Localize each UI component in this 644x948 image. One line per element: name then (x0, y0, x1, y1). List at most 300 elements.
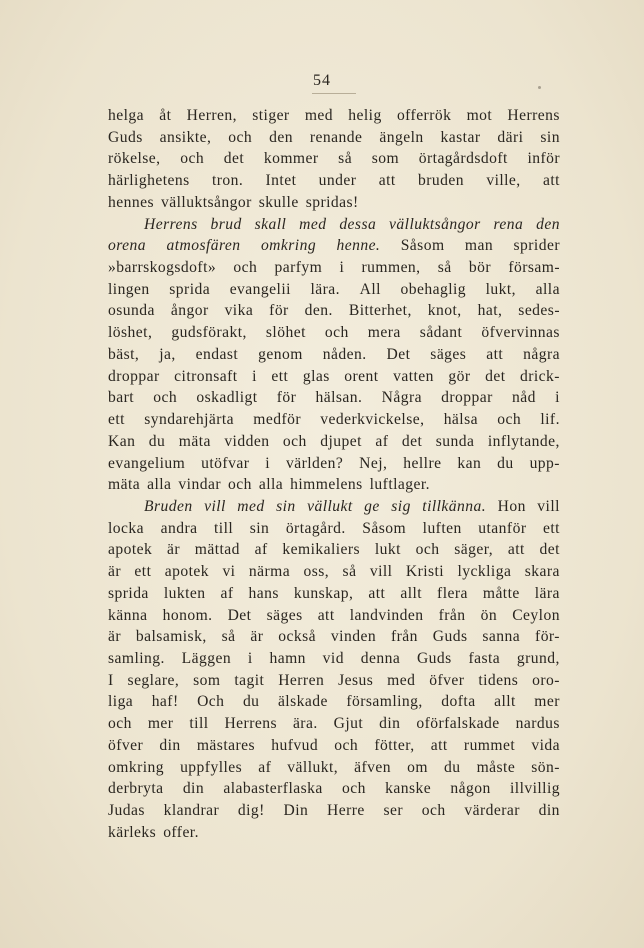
word: under (318, 172, 357, 190)
word: härlighetens (108, 172, 190, 190)
word: och (228, 128, 253, 146)
word: skall (254, 215, 287, 233)
word: drick- (520, 367, 560, 385)
word: och (342, 780, 366, 798)
text-line (108, 431, 560, 453)
word: klandrar (163, 802, 220, 819)
word: droppar (441, 389, 493, 407)
word: det (401, 432, 423, 450)
word: hamn (269, 649, 306, 667)
word: du (444, 758, 461, 776)
text-line (108, 387, 560, 409)
word: sin (276, 497, 296, 515)
word: flera (437, 584, 468, 602)
word: med (304, 107, 334, 124)
word: sunda (435, 432, 475, 450)
word: Bruden (144, 497, 193, 515)
word: du (242, 693, 260, 711)
word: från (390, 628, 418, 646)
word: Och (197, 693, 225, 711)
word: Det (386, 345, 411, 363)
word: sedes- (518, 302, 560, 320)
word: bart (108, 389, 135, 407)
word: uppfylles (180, 758, 243, 776)
word: bruden (418, 172, 465, 190)
word: medför (253, 411, 302, 429)
word: du (497, 454, 514, 472)
word: orena (108, 237, 147, 255)
word: till (189, 715, 209, 733)
word: så (437, 259, 452, 277)
word: helig (348, 107, 382, 124)
word: seglare, (127, 671, 180, 689)
word: hälsan. (315, 389, 363, 407)
word: droppar (108, 367, 160, 385)
text-line (108, 148, 560, 170)
word: fasta (468, 649, 501, 667)
word: mera (367, 324, 401, 342)
word: lukten (163, 584, 206, 602)
word: grund, (516, 649, 560, 667)
text-line (108, 496, 560, 518)
word: ett (134, 563, 152, 581)
word: vinden (330, 628, 377, 646)
word: nåd (512, 389, 536, 407)
word: ett (543, 519, 560, 537)
word: landvinden (349, 606, 424, 624)
word: säges (430, 345, 467, 363)
word: obehaglig (400, 280, 467, 298)
word: vill (537, 497, 560, 515)
word: och (421, 802, 446, 819)
word: ser (383, 802, 404, 819)
word: Herrens (224, 715, 277, 733)
word: är (108, 628, 122, 646)
word: brud (210, 215, 242, 233)
word: från (438, 606, 466, 624)
word: ön (480, 606, 498, 624)
word: vid (322, 649, 344, 667)
word: i (555, 389, 560, 407)
word: evangelium (108, 454, 186, 472)
word: slöhet (265, 324, 306, 342)
word: att (542, 172, 560, 190)
word: så (221, 628, 236, 646)
word: kastar (440, 128, 481, 146)
word: dessa (339, 215, 377, 233)
word: löshet, (108, 324, 153, 342)
word: vällukt, (287, 758, 339, 776)
word: stiger (252, 107, 290, 124)
word: vederkvickelse, (320, 411, 425, 429)
word: din (182, 780, 205, 798)
word: och (233, 259, 258, 277)
word: lukt (374, 541, 401, 559)
word: din (159, 736, 181, 754)
word: Såsom (362, 519, 407, 537)
word: som (371, 150, 400, 168)
word: lära. (310, 280, 341, 298)
word: man (464, 237, 494, 255)
word: kan (457, 454, 482, 472)
word: af (220, 584, 234, 602)
word: ett (108, 411, 125, 429)
text-line (108, 735, 560, 757)
word: haf! (151, 693, 179, 711)
word: locka (108, 519, 145, 537)
text-line (108, 127, 560, 149)
word: mäta (178, 432, 211, 450)
word: några (523, 345, 560, 363)
word: att (368, 584, 386, 602)
word: Guds (108, 128, 143, 146)
word: och (108, 715, 132, 733)
word: örtagårdsdoft (418, 150, 508, 168)
word: sin (249, 519, 270, 537)
word: Herren, (186, 107, 237, 124)
word: om (407, 758, 428, 776)
word: att (430, 736, 448, 754)
word: inför (527, 150, 560, 168)
word: Hon (497, 497, 526, 515)
word: är (108, 563, 122, 581)
word: den (269, 128, 293, 146)
word: luftlager. (369, 476, 430, 494)
word: den (536, 215, 560, 233)
word: för- (535, 628, 560, 646)
word: däri (497, 128, 524, 146)
word: »barrskogsdoft» (108, 259, 217, 277)
word: liga (108, 693, 134, 711)
text-line (108, 235, 560, 257)
word: välluktsångor (389, 215, 481, 233)
word: vi (222, 563, 236, 581)
word: och (324, 324, 349, 342)
word: rummet (463, 736, 516, 754)
word: rena (493, 215, 524, 233)
text-line (108, 800, 560, 822)
word: evangelii (229, 280, 291, 298)
word: skara (524, 563, 560, 581)
word: Guds (416, 649, 452, 667)
word: Din (283, 802, 309, 819)
word: Kristi (405, 563, 445, 581)
word: med (299, 215, 327, 233)
word: inflytande, (487, 432, 560, 450)
text-line (108, 192, 560, 214)
word: tillkänna. (422, 497, 487, 515)
word: lukt, (485, 280, 517, 298)
word: illvillig (510, 780, 560, 798)
word: nardus (515, 715, 560, 733)
word: denna (360, 649, 401, 667)
word: helga (108, 107, 145, 124)
word: Läggen (181, 649, 232, 667)
word: hellre (403, 454, 442, 472)
word: Ceylon (512, 606, 560, 624)
word: Herren (278, 671, 325, 689)
word: bäst, (108, 345, 140, 363)
word: apotek (164, 563, 210, 581)
word: glas (302, 367, 330, 385)
word: parfym (274, 259, 323, 277)
word: nåden. (322, 345, 367, 363)
word: Nej, (359, 454, 388, 472)
word: till (214, 519, 234, 537)
word: ängeln (379, 128, 424, 146)
word: gör (448, 367, 471, 385)
text-line (108, 605, 560, 627)
word: dig! (237, 802, 265, 819)
word: tagit (234, 671, 265, 689)
word: mäta (108, 476, 141, 494)
text-line (108, 757, 560, 779)
word: sprida (169, 280, 211, 298)
word: Herrens (144, 215, 198, 233)
word: säger, (454, 541, 494, 559)
text-line (108, 539, 560, 561)
text-line (108, 344, 560, 366)
word: närma (248, 563, 291, 581)
text-line (108, 626, 560, 648)
word: sanna (482, 628, 521, 646)
word: himmelens (290, 476, 363, 494)
word: för (276, 389, 297, 407)
word: sprider (513, 237, 560, 255)
word: och (497, 411, 522, 429)
word: djupet (320, 432, 362, 450)
word: öfvervinnas (481, 324, 560, 342)
word: I (108, 671, 114, 689)
text-line (108, 105, 560, 127)
word: sådant (419, 324, 463, 342)
word: skulle (258, 193, 299, 211)
word: är (167, 541, 181, 559)
word: hennes (108, 193, 155, 211)
word: vika (224, 302, 254, 320)
word: och (153, 389, 178, 407)
word: måtte (482, 584, 520, 602)
word: Herre (327, 802, 365, 819)
word: sön- (531, 758, 560, 776)
word: allt (400, 584, 423, 602)
word: vatten (393, 367, 434, 385)
paper-speck (538, 86, 541, 89)
word: att (507, 541, 525, 559)
word: af (258, 758, 272, 776)
word: så (338, 150, 353, 168)
word: andra (160, 519, 198, 537)
word: öfver (108, 736, 144, 754)
body-text (108, 105, 560, 843)
word: känna (108, 606, 148, 624)
word: luften (422, 519, 462, 537)
word: Judas (108, 802, 145, 819)
word: omkring (108, 758, 164, 776)
text-line (108, 322, 560, 344)
word: rökelse, (108, 150, 161, 168)
word: tron. (211, 172, 244, 190)
word: alla (147, 476, 172, 494)
word: i (252, 367, 257, 385)
word: i (265, 454, 271, 472)
word: knot, (427, 302, 462, 320)
word: hans (248, 584, 279, 602)
word: lyckliga (457, 563, 512, 581)
word: välluktsångor (161, 193, 252, 211)
word: som (193, 671, 221, 689)
word: af (375, 432, 389, 450)
text-line (108, 648, 560, 670)
word: är (250, 628, 264, 646)
word: kärleks (108, 823, 157, 841)
word: omkring (260, 237, 317, 255)
word: orent (344, 367, 379, 385)
word: med (237, 497, 265, 515)
word: församling, (346, 693, 423, 711)
word: gudsförakt, (171, 324, 247, 342)
word: med (387, 671, 416, 689)
text-line (108, 170, 560, 192)
word: vida (531, 736, 560, 754)
word: henne. (336, 237, 381, 255)
word: hat, (477, 302, 503, 320)
word: genom (258, 345, 303, 363)
word: kommer (263, 150, 319, 168)
word: citronsaft (174, 367, 238, 385)
text-line (108, 518, 560, 540)
word: ångor (170, 302, 209, 320)
word: det (539, 541, 560, 559)
word: Det (227, 606, 252, 624)
word: oss, (303, 563, 330, 581)
word: osunda (108, 302, 155, 320)
word: fötter, (374, 736, 415, 754)
word: att (486, 345, 504, 363)
word: alabasterflaska (223, 780, 323, 798)
word: samling. (108, 649, 165, 667)
page-number: 54 (313, 72, 331, 89)
text-line (108, 583, 560, 605)
word: älskade (277, 693, 328, 711)
word: i (247, 649, 253, 667)
word: vällukt (307, 497, 353, 515)
word: rummen, (361, 259, 421, 277)
word: lif. (540, 411, 560, 429)
word: örtagård. (285, 519, 346, 537)
word: sig (391, 497, 411, 515)
word: världen? (285, 454, 344, 472)
word: ära. (292, 715, 318, 733)
word: det (223, 150, 245, 168)
word: oro- (532, 671, 560, 689)
word: Herrens (507, 107, 560, 124)
word: alla (535, 280, 560, 298)
word: det (485, 367, 506, 385)
word: och (282, 432, 307, 450)
word: lingen (108, 280, 150, 298)
word: den. (304, 302, 333, 320)
text-line (108, 778, 560, 800)
word: åt (159, 107, 172, 124)
word: ge (364, 497, 380, 515)
word: måste (476, 758, 516, 776)
word: vindar (178, 476, 221, 494)
word: vidden (224, 432, 270, 450)
word: upp- (529, 454, 560, 472)
word: någon (450, 780, 491, 798)
text-line (108, 300, 560, 322)
word: ja, (159, 345, 176, 363)
word: och (227, 476, 252, 494)
word: i (339, 259, 345, 277)
word: din (379, 715, 401, 733)
text-line (108, 691, 560, 713)
word: vill (204, 497, 226, 515)
word: utanför (478, 519, 527, 537)
word: att (378, 172, 396, 190)
word: Jesus (338, 671, 374, 689)
text-line (108, 474, 560, 496)
word: så (342, 563, 357, 581)
word: atmosfären (166, 237, 241, 255)
word: All (359, 280, 381, 298)
word: honom. (162, 606, 213, 624)
text-line (108, 561, 560, 583)
word: bör (468, 259, 492, 277)
text-line (108, 670, 560, 692)
word: ville, (486, 172, 521, 190)
word: kunskap, (293, 584, 354, 602)
word: syndarehjärta (144, 411, 235, 429)
word: offerrök (396, 107, 452, 124)
word: hälsa (443, 411, 478, 429)
word: mättad (194, 541, 240, 559)
word: endast (195, 345, 239, 363)
word: dofta (441, 693, 476, 711)
word: apotek (108, 541, 153, 559)
word: hufvud (271, 736, 319, 754)
word: för (269, 302, 289, 320)
text-line (108, 257, 560, 279)
text-line (108, 279, 560, 301)
word: Gjut (333, 715, 364, 733)
word: alla (258, 476, 284, 494)
text-line (108, 822, 560, 844)
word: lära (534, 584, 560, 602)
word: mer (534, 693, 560, 711)
word: mot (466, 107, 493, 124)
word: derbryta (108, 780, 164, 798)
text-line (108, 713, 560, 735)
word: utöfvar (201, 454, 250, 472)
word: du (148, 432, 166, 450)
word: kanske (385, 780, 432, 798)
word: Såsom (400, 237, 445, 255)
word: mästares (196, 736, 255, 754)
word: din (538, 802, 560, 819)
word: Intet (265, 172, 297, 190)
word: Guds (432, 628, 468, 646)
word: af (254, 541, 268, 559)
text-line (108, 409, 560, 431)
text-line (108, 366, 560, 388)
word: och (180, 150, 205, 168)
word: mer (147, 715, 174, 733)
page-number-rule (312, 93, 356, 94)
word: ansikte, (159, 128, 212, 146)
word: oförfalskade (416, 715, 500, 733)
